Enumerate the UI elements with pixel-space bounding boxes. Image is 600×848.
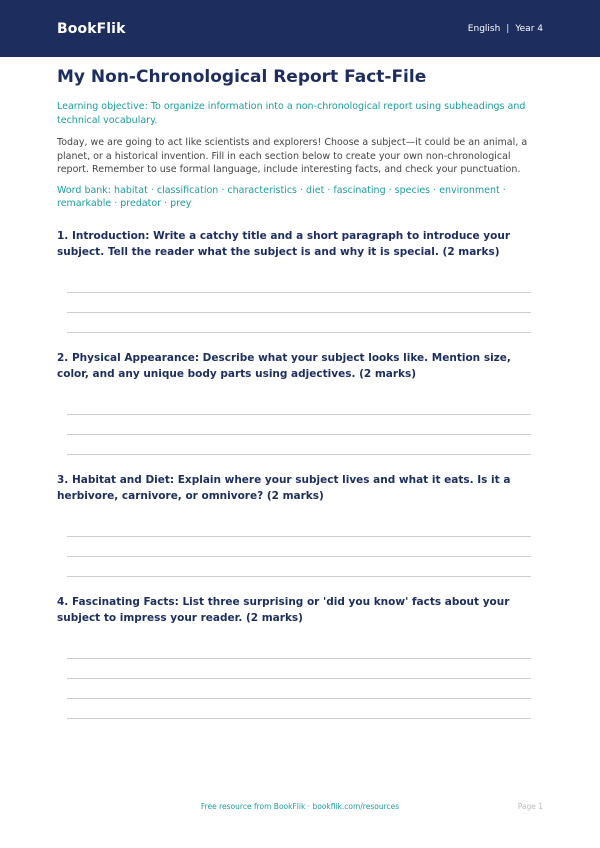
question-text: 2. Physical Appearance: Describe what your subject looks like. Mention size, color, and any unique body parts using adjectives. (2 marks): [57, 352, 511, 380]
answer-line[interactable]: [67, 536, 531, 537]
question-4: [57, 595, 543, 725]
question-text: 4. Fascinating Facts: List three surprising or 'did you know' facts about your subject to impress your reader. (2 marks): [57, 596, 510, 624]
answer-line[interactable]: [67, 658, 531, 659]
word-bank: Word bank: habitat · classification · characteristics · diet · fascinating · species · environment · remarkable · predator · prey: [57, 184, 506, 209]
answer-line[interactable]: [67, 698, 531, 699]
intro-paragraph: Today, we are going to act like scientists and explorers! Choose a subject—it could be an animal, a planet, or a historical invention. Fill in each section below to create your own non-chronological report. Remember to use formal language, include interesting facts, and check your punctuation.: [57, 137, 528, 175]
footer-link[interactable]: Free resource from BookFlik · bookflik.com/resources: [200, 802, 400, 811]
subject-meta: [468, 24, 543, 34]
brand-logo[interactable]: BookFlik: [57, 20, 126, 37]
year-label: Year 4: [515, 23, 543, 34]
header-bar: [0, 0, 600, 57]
page-title: My Non-Chronological Report Fact-File: [57, 67, 427, 87]
answer-line[interactable]: [67, 556, 531, 557]
answer-line[interactable]: [67, 332, 531, 333]
answer-line[interactable]: [67, 414, 531, 415]
answer-line[interactable]: [67, 454, 531, 455]
page-number: Page 1: [517, 802, 543, 811]
worksheet-intro: [57, 66, 543, 211]
question-3: [57, 473, 543, 583]
subject-label: English: [467, 23, 501, 34]
meta-separator: |: [506, 23, 510, 34]
learning-objective: Learning objective: To organize information into a non-chronological report using subheadings and technical vocabulary.: [57, 101, 526, 126]
footer: [0, 802, 600, 816]
question-text: 3. Habitat and Diet: Explain where your subject lives and what it eats. Is it a herbivore, carnivore, or omnivore? (2 marks): [57, 474, 511, 502]
answer-line[interactable]: [67, 434, 531, 435]
question-1: [57, 229, 543, 339]
question-text: 1. Introduction: Write a catchy title and a short paragraph to introduce your subject. Tell the reader what the subject is and why it is special. (2 marks): [57, 230, 511, 258]
question-2: [57, 351, 543, 461]
answer-line[interactable]: [67, 312, 531, 313]
answer-line[interactable]: [67, 678, 531, 679]
answer-line[interactable]: [67, 292, 531, 293]
answer-line[interactable]: [67, 576, 531, 577]
answer-line[interactable]: [67, 718, 531, 719]
